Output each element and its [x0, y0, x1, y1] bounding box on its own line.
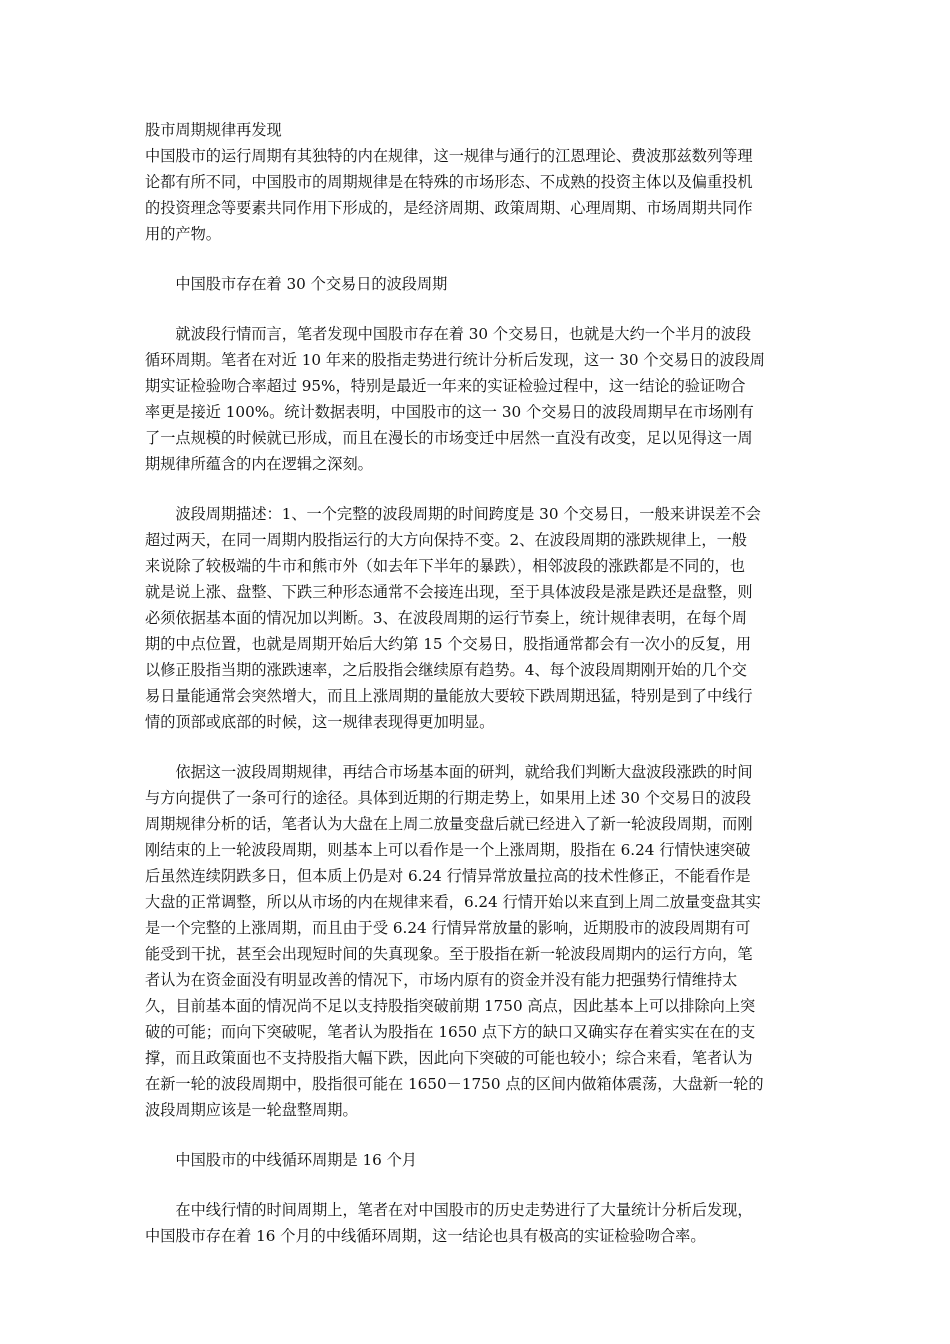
text-line: 用的产物。: [145, 225, 221, 243]
text-line: 后虽然连续阴跌多日，但本质上仍是对 6.24 行情异常放量拉高的技术性修正，不能看作是: [145, 867, 751, 885]
intro-paragraph: [145, 143, 805, 247]
text-line: 以修正股指当期的涨跌速率，之后股指会继续原有趋势。4、每个波段周期刚开始的几个交: [145, 661, 747, 679]
text-line: 大盘的正常调整，所以从市场的内在规律来看，6.24 行情开始以来直到上周二放量变盘其实: [145, 893, 761, 911]
text-line: 久，目前基本面的情况尚不足以支持股指突破前期 1750 高点，因此基本上可以排除向上突: [145, 997, 756, 1015]
paragraph-cycle-description: [145, 501, 805, 735]
text-line: 在新一轮的波段周期中，股指很可能在 1650－1750 点的区间内做箱体震荡，大盘新一轮的: [145, 1075, 764, 1093]
section-heading-medium-cycle: 中国股市的中线循环周期是 16 个月: [145, 1151, 417, 1169]
text-line: 与方向提供了一条可行的途径。具体到近期的行期走势上，如果用上述 30 个交易日的波段: [145, 789, 752, 807]
paragraph-recent-analysis: [145, 759, 805, 1123]
text-line: 论都有所不同，中国股市的周期规律是在特殊的市场形态、不成熟的投资主体以及偏重投机: [145, 173, 753, 191]
text-line: 的投资理念等要素共同作用下形成的，是经济周期、政策周期、心理周期、市场周期共同作: [145, 199, 753, 217]
text-line: 期规律所蕴含的内在逻辑之深刻。: [145, 455, 373, 473]
article-title: 股市周期规律再发现: [145, 121, 282, 139]
text-line: 破的可能；而向下突破呢，笔者认为股指在 1650 点下方的缺口又确实存在着实实在在的支: [145, 1023, 756, 1041]
text-line: 期实证检验吻合率超过 95%，特别是最近一年来的实证检验过程中，这一结论的验证吻合: [145, 377, 746, 395]
text-line: 情的顶部或底部的时候，这一规律表现得更加明显。: [145, 713, 495, 731]
text-line: 者认为在资金面没有明显改善的情况下，市场内原有的资金并没有能力把强势行情维持太: [145, 971, 738, 989]
text-line: 期的中点位置，也就是周期开始后大约第 15 个交易日，股指通常都会有一次小的反复，用: [145, 635, 752, 653]
text-line: 波段周期应该是一轮盘整周期。: [145, 1101, 358, 1119]
paragraph-medium-cycle: [145, 1197, 805, 1249]
text-line: 必须依据基本面的情况加以判断。3、在波段周期的运行节奏上，统计规律表明，在每个周: [145, 609, 747, 627]
text-line: 超过两天，在同一周期内股指运行的大方向保持不变。2、在波段周期的涨跌规律上，一般: [145, 531, 747, 549]
article-body: [145, 112, 805, 1249]
text-line: 中国股市存在着 16 个月的中线循环周期，这一结论也具有极高的实证检验吻合率。: [145, 1227, 706, 1245]
text-line: 来说除了较极端的牛市和熊市外（如去年下半年的暴跌），相邻波段的涨跌都是不同的，也: [145, 557, 745, 575]
text-line: 了一点规模的时候就已形成，而且在漫长的市场变迁中居然一直没有改变，足以见得这一周: [145, 429, 753, 447]
text-line: 率更是接近 100%。统计数据表明，中国股市的这一 30 个交易日的波段周期早在市场刚有: [145, 403, 754, 421]
text-line: 循环周期。笔者在对近 10 年来的股指走势进行统计分析后发现，这一 30 个交易日的波段周: [145, 351, 765, 369]
text-line: 能受到干扰，甚至会出现短时间的失真现象。至于股指在新一轮波段周期内的运行方向，笔: [145, 945, 753, 963]
text-line: 中国股市的运行周期有其独特的内在规律，这一规律与通行的江恩理论、费波那兹数列等理: [145, 147, 753, 165]
section-heading-wave-cycle: 中国股市存在着 30 个交易日的波段周期: [145, 275, 448, 293]
text-line: 撑，而且政策面也不支持股指大幅下跌，因此向下突破的可能也较小；综合来看，笔者认为: [145, 1049, 753, 1067]
text-line: 波段周期描述：1、一个完整的波段周期的时间跨度是 30 个交易日，一般来讲误差不会: [145, 505, 761, 523]
text-line: 就波段行情而言，笔者发现中国股市存在着 30 个交易日，也就是大约一个半月的波段: [145, 325, 752, 343]
paragraph-wave-cycle: [145, 321, 805, 477]
text-line: 依据这一波段周期规律，再结合市场基本面的研判，就给我们判断大盘波段涨跌的时间: [145, 763, 753, 781]
text-line: 刚结束的上一轮波段周期，则基本上可以看作是一个上涨周期，股指在 6.24 行情快速突破: [145, 841, 751, 859]
text-line: 是一个完整的上涨周期，而且由于受 6.24 行情异常放量的影响，近期股市的波段周期有可: [145, 919, 751, 937]
text-line: 易日量能通常会突然增大，而且上涨周期的量能放大要较下跌周期迅猛，特别是到了中线行: [145, 687, 753, 705]
text-line: 在中线行情的时间周期上，笔者在对中国股市的历史走势进行了大量统计分析后发现，: [145, 1201, 753, 1219]
text-line: 就是说上涨、盘整、下跌三种形态通常不会接连出现，至于具体波段是涨是跌还是盘整，则: [145, 583, 753, 601]
text-line: 周期规律分析的话，笔者认为大盘在上周二放量变盘后就已经进入了新一轮波段周期，而刚: [145, 815, 753, 833]
